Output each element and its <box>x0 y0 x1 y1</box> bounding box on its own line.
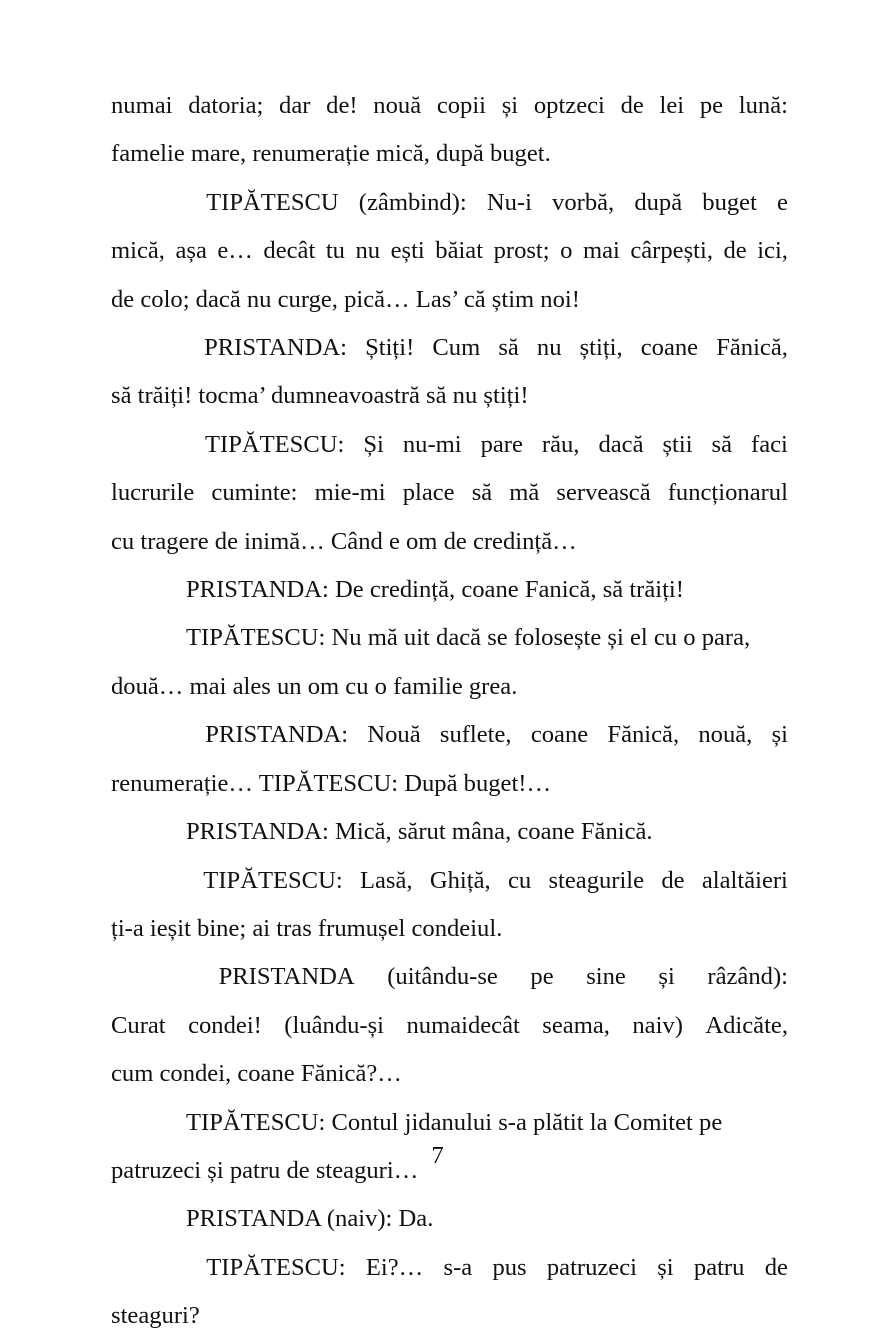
word: coane <box>640 334 699 362</box>
word: (zâmbind): <box>358 188 467 216</box>
text-line <box>111 566 788 614</box>
word: dacă <box>598 430 644 458</box>
word: mai <box>582 237 620 265</box>
text-line <box>111 614 788 662</box>
word: Știți! <box>365 334 415 362</box>
word: s-a <box>443 1253 473 1281</box>
word: PRISTANDA: <box>205 721 349 749</box>
word: Ghiță, <box>429 866 491 894</box>
paragraph <box>111 857 788 954</box>
text-line <box>111 857 788 905</box>
line-text: famelie mare, renumerație mică, după buget. <box>111 140 551 168</box>
line-text: două… mai ales un om cu o familie grea. <box>111 672 518 700</box>
word: știi <box>662 430 693 458</box>
paragraph <box>111 1195 788 1243</box>
paragraph <box>111 614 788 711</box>
paragraph <box>111 808 788 856</box>
word: cârpești, <box>630 237 713 265</box>
paragraph <box>111 82 788 179</box>
word: râzând): <box>707 963 788 991</box>
word: și <box>658 963 675 991</box>
word: (luându-și <box>284 1011 385 1039</box>
line-text: renumerație… TIPĂTESCU: După buget!… <box>111 769 552 797</box>
paragraph-indent <box>111 857 186 905</box>
word: nu <box>355 237 381 265</box>
word: datoria; <box>188 92 264 119</box>
word: faci <box>751 430 788 458</box>
line-text: steaguri? <box>111 1302 200 1330</box>
word: știți, <box>579 334 623 362</box>
paragraph-indent <box>111 711 186 759</box>
word: mică, <box>111 237 165 265</box>
paragraph <box>111 1244 788 1341</box>
word: funcționarul <box>667 479 788 507</box>
word: tu <box>325 237 345 265</box>
word: Lasă, <box>359 866 413 894</box>
paragraph <box>111 711 788 808</box>
text-line <box>111 1195 788 1243</box>
word: lună: <box>738 92 788 119</box>
word: coane <box>530 721 589 749</box>
text-line <box>111 227 788 275</box>
word: rău, <box>541 430 580 458</box>
word: TIPĂTESCU: <box>204 430 345 458</box>
word: cu <box>507 866 532 894</box>
word: Și <box>363 430 384 458</box>
word: condei! <box>188 1011 262 1039</box>
word: nouă, <box>698 721 753 749</box>
paragraph-indent <box>111 179 186 227</box>
word: e <box>777 188 788 216</box>
word: naiv) <box>632 1011 683 1039</box>
word: Adicăte, <box>705 1011 788 1039</box>
word: patru <box>693 1253 745 1281</box>
word: copii <box>436 92 487 119</box>
word: pe <box>699 92 724 119</box>
line-text: cu tragere de inimă… Când e om de credință… <box>111 527 577 555</box>
paragraph <box>111 324 788 421</box>
word: TIPĂTESCU: <box>206 1253 346 1281</box>
word: Cum <box>432 334 481 362</box>
word: patruzeci <box>546 1253 637 1281</box>
paragraph-indent <box>111 1244 186 1292</box>
paragraph-indent <box>111 324 186 372</box>
paragraph <box>111 953 788 1098</box>
word: (uitându-se <box>387 963 498 991</box>
line-text: patruzeci și patru de steaguri… <box>111 1156 419 1184</box>
word: Curat <box>111 1011 166 1039</box>
text-line <box>111 1099 788 1147</box>
text-line <box>111 808 788 856</box>
text-line <box>111 1292 788 1340</box>
text-line <box>111 130 788 178</box>
paragraph <box>111 179 788 324</box>
word: sine <box>586 963 626 991</box>
text-line <box>111 518 788 566</box>
line-text: PRISTANDA: De credință, coane Fanică, să trăiți! <box>186 576 684 604</box>
word: nu <box>536 334 562 362</box>
paragraph <box>111 566 788 614</box>
word: cuminte: <box>211 479 298 507</box>
word: și <box>657 1253 674 1281</box>
word: așa <box>175 237 207 265</box>
text-line <box>111 179 788 227</box>
word: să <box>471 479 493 507</box>
line-text: de colo; dacă nu curge, pică… Las’ că știm noi! <box>111 285 580 313</box>
word: lei <box>659 92 685 119</box>
word: TIPĂTESCU <box>206 188 339 216</box>
word: mă <box>509 479 540 507</box>
word: și <box>501 92 519 119</box>
word: ești <box>390 237 425 265</box>
word: de <box>723 237 747 265</box>
line-text: cum condei, coane Fănică?… <box>111 1060 402 1088</box>
line-text: să trăiți! tocma’ dumneavoastră să nu știți! <box>111 382 529 410</box>
word: nouă <box>373 92 422 119</box>
text-line <box>111 82 788 130</box>
text-line <box>111 953 788 1001</box>
word: dar <box>279 92 311 119</box>
word: suflete, <box>439 721 512 749</box>
word: TIPĂTESCU: <box>203 866 343 894</box>
word: numai <box>111 92 173 119</box>
line-text: TIPĂTESCU: Nu mă uit dacă se folosește și el cu o para, <box>186 624 751 652</box>
line-text: TIPĂTESCU: Contul jidanului s-a plătit la Comitet pe <box>186 1108 723 1136</box>
word: Fănică, <box>607 721 680 749</box>
text-line <box>111 1050 788 1098</box>
word: PRISTANDA: <box>204 334 347 362</box>
word: Nu-i <box>486 188 532 216</box>
paragraph <box>111 421 788 566</box>
paragraph-indent <box>111 953 186 1001</box>
word: ici, <box>757 237 788 265</box>
word: pare <box>480 430 523 458</box>
line-text: ți-a ieșit bine; ai tras frumușel condeiul. <box>111 914 503 942</box>
word: PRISTANDA <box>218 963 355 991</box>
text-line <box>111 1244 788 1292</box>
text-line <box>111 372 788 420</box>
word: Fănică, <box>716 334 788 362</box>
word: steagurile <box>548 866 645 894</box>
paragraph-indent <box>111 421 186 469</box>
word: optzeci <box>533 92 605 119</box>
word: alaltăieri <box>701 866 788 894</box>
text-line <box>111 421 788 469</box>
word: de! <box>326 92 358 119</box>
page-number: 7 <box>431 1142 444 1169</box>
text-line <box>111 1002 788 1050</box>
text-line <box>111 711 788 759</box>
word: de <box>620 92 644 119</box>
word: și <box>771 721 788 749</box>
word: prost; <box>493 237 550 265</box>
text-line <box>111 663 788 711</box>
text-line <box>111 324 788 372</box>
word: pe <box>530 963 554 991</box>
text-line <box>111 276 788 324</box>
word: pus <box>492 1253 527 1281</box>
line-text: PRISTANDA: Mică, sărut mâna, coane Fănică. <box>186 818 653 846</box>
word: buget <box>702 188 757 216</box>
text-line <box>111 760 788 808</box>
word: place <box>402 479 455 507</box>
word: Ei?… <box>365 1253 424 1281</box>
word: de <box>764 1253 788 1281</box>
word: băiat <box>435 237 484 265</box>
text-line <box>111 905 788 953</box>
word: după <box>634 188 683 216</box>
word: e… <box>217 237 253 265</box>
text-line <box>111 469 788 517</box>
word: Nouă <box>367 721 421 749</box>
line-text: PRISTANDA (naiv): Da. <box>186 1205 434 1233</box>
word: servească <box>556 479 651 507</box>
word: să <box>498 334 519 362</box>
word: vorbă, <box>552 188 615 216</box>
word: decât <box>263 237 316 265</box>
word: o <box>560 237 573 265</box>
word: să <box>711 430 733 458</box>
word: seama, <box>542 1011 610 1039</box>
word: nu-mi <box>402 430 462 458</box>
word: mie-mi <box>314 479 386 507</box>
word: lucrurile <box>111 479 195 507</box>
word: de <box>661 866 685 894</box>
word: numaidecât <box>406 1011 520 1039</box>
